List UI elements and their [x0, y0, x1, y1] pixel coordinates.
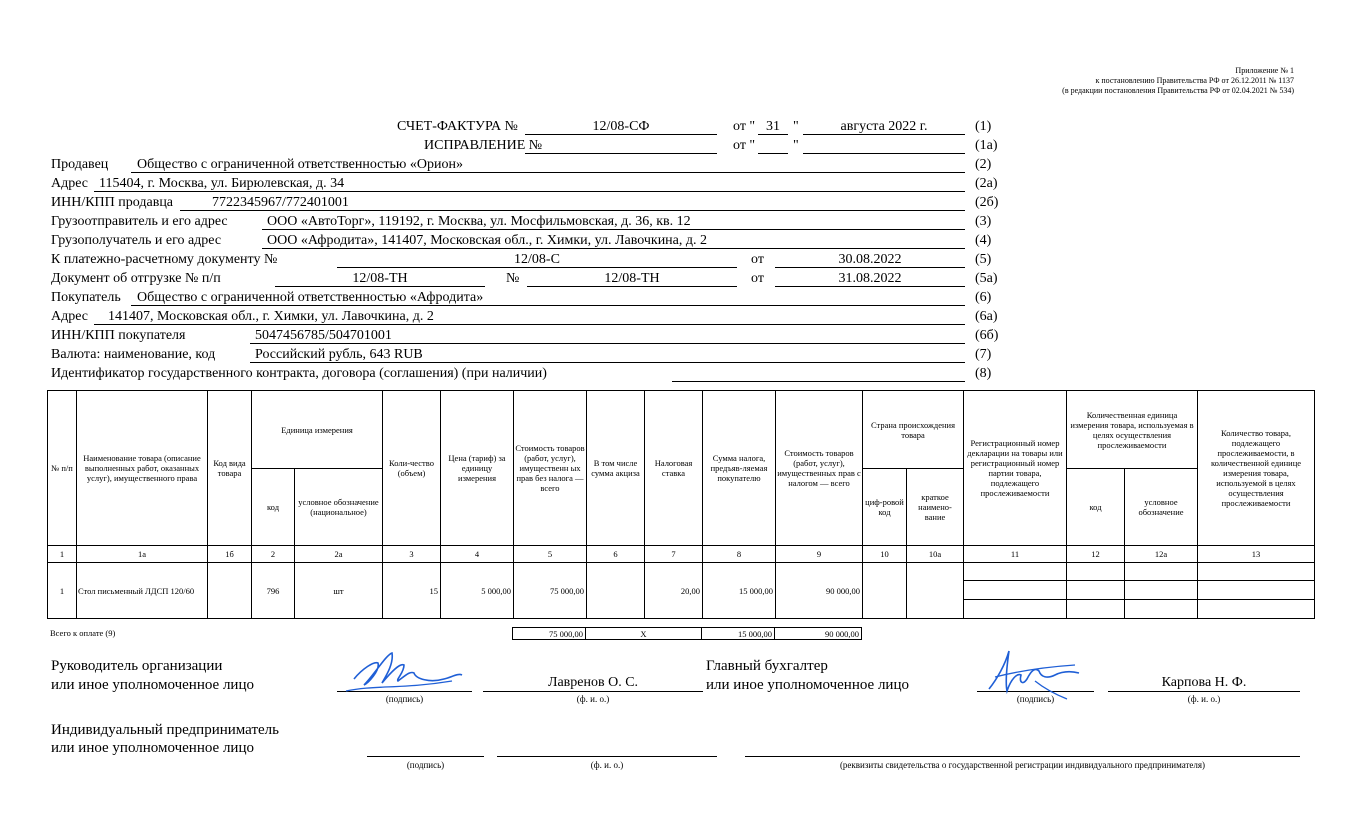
row-code-5a: (5а) — [975, 271, 998, 286]
invoice-date-from: от " — [733, 119, 756, 134]
row-code-3: (3) — [975, 214, 992, 229]
row-excise — [587, 563, 645, 619]
th-tax-rate: Налоговая ставка — [645, 391, 703, 546]
seller-label: Продавец — [51, 157, 109, 172]
seller-inn-label: ИНН/КПП продавца — [51, 195, 174, 210]
col-num: 13 — [1198, 546, 1315, 563]
correction-quote-close: " — [793, 138, 799, 153]
total-cost-no-tax: 75 000,00 — [513, 628, 586, 640]
th-declaration: Регистрационный номер декларации на товары или регистрационный номер партии товара, подлежащего прослеживаемости — [964, 391, 1067, 546]
row-code-6a: (6а) — [975, 309, 998, 324]
accountant-sign-caption: (подпись) — [1016, 694, 1055, 704]
total-cost-with-tax: 90 000,00 — [775, 628, 862, 640]
invoice-table — [47, 390, 1315, 619]
row-code-1a: (1а) — [975, 138, 998, 153]
row-declaration-cell — [964, 600, 1067, 619]
col-num: 10а — [907, 546, 964, 563]
shipment-doc-num-label: № — [506, 271, 520, 286]
th-country-name: краткое наимено-вание — [907, 469, 964, 546]
accountant-name: Карпова Н. Ф. — [1161, 675, 1247, 690]
row-code-2a: (2а) — [975, 176, 998, 191]
th-trace-unit: Количественная единица измерения товара, используемая в целях осуществления прослеживаемости — [1067, 391, 1198, 469]
th-unit-name: условное обозначение (национальное) — [295, 469, 383, 546]
currency-value: Российский рубль, 643 RUB — [255, 347, 423, 362]
shipment-doc-date: 31.08.2022 — [838, 271, 902, 286]
col-num: 2 — [252, 546, 295, 563]
appendix-line-2: к постановлению Правительства РФ от 26.12.2011 № 1137 — [1095, 76, 1294, 85]
row-code-4: (4) — [975, 233, 992, 248]
row-declaration-cell — [964, 563, 1067, 581]
invoice-day: 31 — [766, 119, 780, 134]
th-num: № п/п — [48, 391, 77, 546]
row-code-5: (5) — [975, 252, 992, 267]
head-name: Лавренов О. С. — [547, 675, 639, 690]
ip-sign-caption: (подпись) — [406, 760, 445, 770]
row-country-name — [907, 563, 964, 619]
accountant-label-2: или иное уполномоченное лицо — [706, 677, 909, 693]
th-unit: Единица измерения — [252, 391, 383, 469]
invoice-quote-close: " — [793, 119, 799, 134]
th-trace-qty: Количество товара, подлежащего прослеживаемости, в количественной единице измерения товара, используемой в целях осуществления прослеживаемости — [1198, 391, 1315, 546]
row-declaration-cell — [964, 581, 1067, 600]
buyer-address-label: Адрес — [51, 309, 89, 324]
th-name: Наименование товара (описание выполненных работ, оказанных услуг), имущественного права — [77, 391, 208, 546]
correction-label: ИСПРАВЛЕНИЕ № — [424, 138, 543, 153]
th-qty: Коли-чество (объем) — [383, 391, 441, 546]
row-code-2b: (2б) — [975, 195, 999, 210]
col-num: 12 — [1067, 546, 1125, 563]
th-trace-code: код — [1067, 469, 1125, 546]
col-num: 9 — [776, 546, 863, 563]
seller-value: Общество с ограниченной ответственностью «Орион» — [137, 157, 463, 172]
payment-doc-from: от — [751, 252, 764, 267]
buyer-label: Покупатель — [51, 290, 121, 305]
correction-date-from: от " — [733, 138, 756, 153]
shipper-label: Грузоотправитель и его адрес — [51, 214, 228, 229]
col-num: 2а — [295, 546, 383, 563]
col-num: 5 — [514, 546, 587, 563]
row-cost-no-tax: 75 000,00 — [514, 563, 587, 619]
invoice-month-year: августа 2022 г. — [840, 119, 928, 134]
col-num: 3 — [383, 546, 441, 563]
row-num: 1 — [48, 563, 77, 619]
th-country: Страна происхождения товара — [863, 391, 964, 469]
accountant-fio-caption: (ф. и. о.) — [1187, 694, 1221, 704]
th-unit-code: код — [252, 469, 295, 546]
th-cost-with-tax: Стоимость товаров (работ, услуг), имущественных прав с налогом — всего — [776, 391, 863, 546]
row-country-code — [863, 563, 907, 619]
seller-inn-value: 7722345967/772401001 — [212, 195, 349, 210]
totals-row — [512, 627, 862, 640]
row-trace-name-cell — [1125, 600, 1198, 619]
head-label-2: или иное уполномоченное лицо — [51, 677, 254, 693]
consignee-label: Грузополучатель и его адрес — [51, 233, 222, 248]
buyer-inn-value: 5047456785/504701001 — [255, 328, 392, 343]
head-fio-caption: (ф. и. о.) — [576, 694, 610, 704]
total-label: Всего к оплате (9) — [50, 628, 116, 638]
col-num: 4 — [441, 546, 514, 563]
row-trace-qty-cell — [1198, 581, 1315, 600]
appendix-line-3: (в редакции постановления Правительства РФ от 02.04.2021 № 534) — [1062, 86, 1294, 95]
row-kind-code — [208, 563, 252, 619]
col-num: 10 — [863, 546, 907, 563]
th-excise: В том числе сумма акциза — [587, 391, 645, 546]
row-tax-rate: 20,00 — [645, 563, 703, 619]
col-num: 1б — [208, 546, 252, 563]
row-trace-name-cell — [1125, 581, 1198, 600]
row-trace-qty-cell — [1198, 600, 1315, 619]
th-cost-no-tax: Стоимость товаров (работ, услуг), имущественн ых прав без налога — всего — [514, 391, 587, 546]
row-name: Стол письменный ЛДСП 120/60 — [77, 563, 208, 619]
buyer-address-value: 141407, Московская обл., г. Химки, ул. Лавочкина, д. 2 — [108, 309, 434, 324]
row-trace-code-cell — [1067, 600, 1125, 619]
contract-id-label: Идентификатор государственного контракта, договора (соглашения) (при наличии) — [51, 366, 547, 381]
col-num: 6 — [587, 546, 645, 563]
row-cost-with-tax: 90 000,00 — [776, 563, 863, 619]
col-num: 11 — [964, 546, 1067, 563]
col-num: 7 — [645, 546, 703, 563]
ip-fio-caption: (ф. и. о.) — [590, 760, 624, 770]
row-code-1: (1) — [975, 119, 992, 134]
row-trace-name-cell — [1125, 563, 1198, 581]
ip-label-2: или иное уполномоченное лицо — [51, 740, 254, 756]
payment-doc-date: 30.08.2022 — [838, 252, 902, 267]
row-qty: 15 — [383, 563, 441, 619]
consignee-value: ООО «Афродита», 141407, Московская обл., г. Химки, ул. Лавочкина, д. 2 — [267, 233, 708, 248]
row-code-6b: (6б) — [975, 328, 999, 343]
shipment-doc-num: 12/08-ТН — [604, 271, 660, 286]
shipment-doc-label: Документ об отгрузке № п/п — [51, 271, 221, 286]
th-kind-code: Код вида товара — [208, 391, 252, 546]
th-tax-sum: Сумма налога, предъяв-ляемая покупателю — [703, 391, 776, 546]
row-trace-qty-cell — [1198, 563, 1315, 581]
seller-address-value: 115404, г. Москва, ул. Бирюлевская, д. 34 — [99, 176, 345, 191]
row-tax-sum: 15 000,00 — [703, 563, 776, 619]
accountant-label-1: Главный бухгалтер — [706, 658, 828, 674]
seller-address-label: Адрес — [51, 176, 89, 191]
shipment-doc-value: 12/08-ТН — [352, 271, 408, 286]
row-code-8: (8) — [975, 366, 992, 381]
row-trace-code-cell — [1067, 563, 1125, 581]
th-price: Цена (тариф) за единицу измерения — [441, 391, 514, 546]
row-code-6: (6) — [975, 290, 992, 305]
head-sign-caption: (подпись) — [385, 694, 424, 704]
buyer-inn-label: ИНН/КПП покупателя — [51, 328, 186, 343]
row-code-2: (2) — [975, 157, 992, 172]
total-excise: X — [586, 628, 702, 640]
ip-label-1: Индивидуальный предприниматель — [51, 722, 279, 738]
row-unit-name: шт — [295, 563, 383, 619]
total-tax-sum: 15 000,00 — [702, 628, 775, 640]
ip-requisites-caption: (реквизиты свидетельства о государственной регистрации индивидуального предпринимателя) — [839, 760, 1206, 770]
currency-label: Валюта: наименование, код — [51, 347, 216, 362]
row-price: 5 000,00 — [441, 563, 514, 619]
row-code-7: (7) — [975, 347, 992, 362]
shipper-value: ООО «АвтоТорг», 119192, г. Москва, ул. Мосфильмовская, д. 36, кв. 12 — [267, 214, 691, 229]
th-trace-name: условное обозначение — [1125, 469, 1198, 546]
invoice-label: СЧЕТ-ФАКТУРА № — [397, 119, 518, 134]
col-num: 12а — [1125, 546, 1198, 563]
payment-doc-label: К платежно-расчетному документу № — [51, 252, 278, 267]
head-label-1: Руководитель организации — [51, 658, 223, 674]
appendix-line-1: Приложение № 1 — [1235, 66, 1294, 75]
row-trace-code-cell — [1067, 581, 1125, 600]
buyer-value: Общество с ограниченной ответственностью «Афродита» — [137, 290, 484, 305]
invoice-number: 12/08-СФ — [592, 119, 650, 134]
shipment-doc-from: от — [751, 271, 764, 286]
row-unit-code: 796 — [252, 563, 295, 619]
th-country-code: циф-ровой код — [863, 469, 907, 546]
col-num: 8 — [703, 546, 776, 563]
col-num: 1а — [77, 546, 208, 563]
payment-doc-value: 12/08-С — [514, 252, 560, 267]
col-num: 1 — [48, 546, 77, 563]
